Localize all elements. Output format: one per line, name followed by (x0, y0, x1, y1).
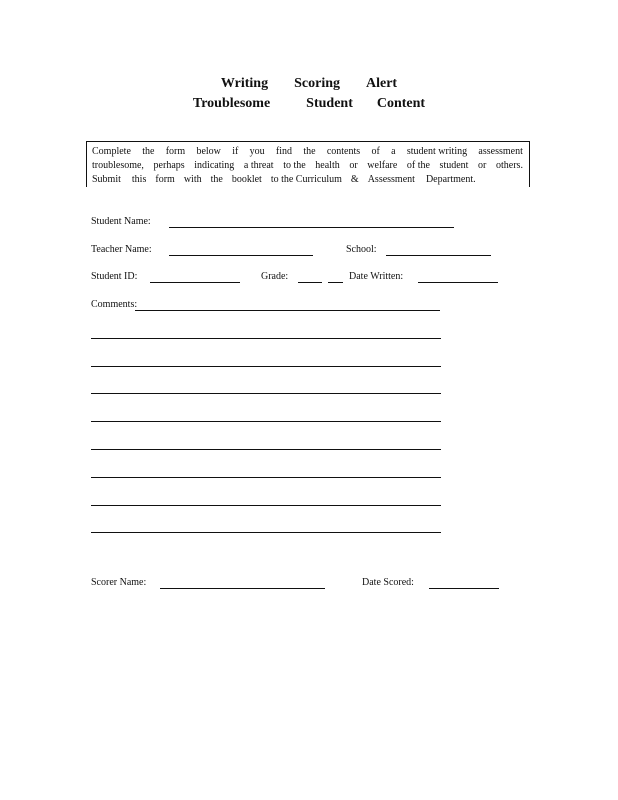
comments-line[interactable] (91, 532, 441, 533)
form-title-line-2 (0, 96, 618, 112)
instructions-word: health (315, 160, 340, 171)
instructions-word: a (391, 146, 396, 157)
scorer-name-label: Scorer Name: (91, 577, 147, 588)
instructions-word: of the (406, 160, 430, 171)
instructions-word: Complete (92, 146, 131, 157)
instructions-line-1 (92, 145, 523, 159)
instructions-word: & (350, 174, 359, 185)
comments-line[interactable] (91, 421, 441, 422)
student-name-label: Student Name: (91, 216, 151, 227)
scorer-name-field[interactable] (160, 588, 325, 589)
instructions-word: of (371, 146, 380, 157)
instructions-word: to the Curriculum (270, 174, 342, 185)
student-id-label: Student ID: (91, 271, 138, 282)
instructions-word: student (439, 160, 469, 171)
teacher-name-label: Teacher Name: (91, 244, 152, 255)
instructions-word: this (131, 174, 147, 185)
instructions-word: the (303, 146, 316, 157)
comments-line[interactable] (91, 505, 441, 506)
instructions-word: troublesome, (92, 160, 144, 171)
date-written-field[interactable] (418, 282, 498, 283)
form-title-line-1 (0, 76, 618, 92)
grade-field-secondary[interactable] (328, 282, 343, 283)
instructions-word: Assessment (367, 174, 415, 185)
instructions-word: student writing (406, 146, 468, 157)
comments-label: Comments: (91, 299, 138, 310)
school-label: School: (346, 244, 377, 255)
date-scored-label: Date Scored: (362, 577, 414, 588)
instructions-line-3 (92, 173, 523, 187)
instructions-line-2 (92, 159, 523, 173)
instructions-word: perhaps (153, 160, 185, 171)
title-word-content: Content (376, 96, 426, 111)
instructions-word: or (478, 160, 487, 171)
instructions-box (86, 141, 530, 187)
title-word-scoring: Scoring (294, 76, 340, 91)
instructions-word: if (232, 146, 239, 157)
grade-label: Grade: (261, 271, 289, 282)
instructions-word: form (165, 146, 186, 157)
title-word-student: Student (306, 96, 353, 111)
comments-line[interactable] (91, 393, 441, 394)
title-word-troublesome: Troublesome (192, 96, 271, 111)
teacher-name-field[interactable] (169, 255, 313, 256)
instructions-word: assessment (478, 146, 523, 157)
instructions-word: others. (496, 160, 523, 171)
grade-field[interactable] (298, 282, 322, 283)
instructions-word: indicating (194, 160, 235, 171)
comments-line[interactable] (91, 366, 441, 367)
date-scored-field[interactable] (429, 588, 499, 589)
school-field[interactable] (386, 255, 491, 256)
instructions-word: below (196, 146, 221, 157)
title-word-alert: Alert (366, 76, 398, 91)
comments-line[interactable] (91, 477, 441, 478)
comments-line[interactable] (91, 338, 441, 339)
student-name-field[interactable] (169, 227, 454, 228)
title-word-writing: Writing (220, 76, 269, 91)
instructions-word: or (349, 160, 358, 171)
instructions-word: the (210, 174, 223, 185)
comments-line[interactable] (135, 310, 440, 311)
student-id-field[interactable] (150, 282, 240, 283)
instructions-word: you (249, 146, 265, 157)
instructions-word: to the (283, 160, 306, 171)
comments-line[interactable] (91, 449, 441, 450)
instructions-word: form (155, 174, 175, 185)
instructions-word: welfare (367, 160, 398, 171)
instructions-word: booklet (231, 174, 262, 185)
instructions-word: find (275, 146, 293, 157)
instructions-word: a threat (243, 160, 274, 171)
date-written-label: Date Written: (349, 271, 404, 282)
instructions-word: contents (326, 146, 361, 157)
instructions-word: Department. (425, 174, 476, 185)
instructions-word: Submit (92, 174, 121, 185)
instructions-word: with (183, 174, 202, 185)
instructions-word: the (142, 146, 155, 157)
